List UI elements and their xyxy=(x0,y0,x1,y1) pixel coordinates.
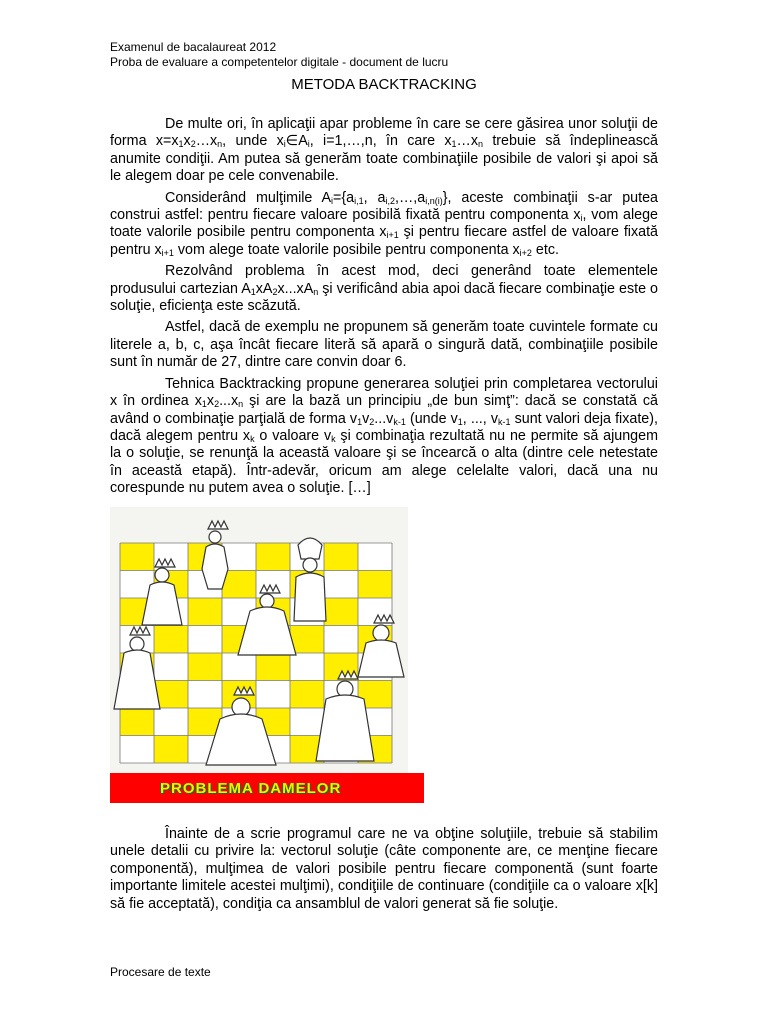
board-square xyxy=(120,708,154,736)
board-square xyxy=(222,653,256,681)
paragraph-1: De multe ori, în aplicaţii apar probleme în care se cere găsirea unor soluţii de forma $x=x_1x_2\dots x_n$, unde $x_i\in A_i$, i=1,…,n, în care $x_1\dots x_n$ trebuie să îndeplinească anumite condiţii. Am putea să generăm toate combinaţiile posibile de valori şi apoi să le alegem doar pe cele convenabile. xyxy=(110,116,658,185)
board-square xyxy=(358,543,392,571)
board-square xyxy=(256,681,290,709)
board-square xyxy=(222,571,256,599)
paragraph-6: Înainte de a scrie programul care ne va obţine soluţiile, trebuie să stabilim unele detalii cu privire la: vectorul soluţie (câte componente are, ce menţine fiecare componentă), mulţimea de valori posibile pentru fiecare componentă (sunt foarte importante limitele acestei mulţimi), condiţiile de continuare (condiţiile ca o valoare x[k] să fie acceptată), condiţia ca ansamblul de valori generat să fie soluţie. xyxy=(110,826,658,912)
board-square xyxy=(154,626,188,654)
board-square xyxy=(358,571,392,599)
chessboard-drawing xyxy=(110,507,408,773)
header-line-1: Examenul de bacalaureat 2012 xyxy=(110,40,277,54)
queen-figure xyxy=(202,521,228,589)
board-square xyxy=(120,736,154,764)
board-square xyxy=(290,653,324,681)
board-square xyxy=(154,736,188,764)
board-square xyxy=(256,543,290,571)
board-square xyxy=(324,543,358,571)
paragraph-2: Considerând mulţimile $A_i=\{a_{i,1}$, $a_{i,2},\dots,a_{i,n(i)}$}, aceste combinaţii s-ar putea construi astfel: pentru fiecare valoare posibilă fixată pentru componenta $x_i$, vom alege toate valorile posibile pentru componenta $x_{i+1}$ şi pentru fiecare astfel de valoare fixată pentru $x_{i+1}$ vom alege toate valorile posibile pentru componenta $x_{i+2}$ etc. xyxy=(110,189,659,258)
board-square xyxy=(154,708,188,736)
paragraph-5: Tehnica Backtracking propune generarea soluţiei prin completarea vectorului x în ordinea $x_1x_2...x_n$ şi are la bază un principiu „de bun simţ”: dacă se constată că având o combinaţie parţială de forma $v_1v_2...v_{k-1}$ (unde $v_1$, ..., $v_{k-1}$ sunt valori deja fixate), dacă alegem pentru $x_k$ o valoare $v_k$ şi combinaţia rezultată nu ne permite să ajungem la o soluţie, se renunţă la această valoare şi se încearcă o alta (dintre cele netestate în această etapă). Într-adevăr, oricum am alege celelalte valori, dacă una nu corespunde nu putem avea o soluţie. […] xyxy=(110,375,658,497)
intro-section xyxy=(110,116,658,502)
board-square xyxy=(256,571,290,599)
board-square xyxy=(188,653,222,681)
closing-section xyxy=(110,826,658,917)
paragraph-4: Astfel, dacă de exemplu ne propunem să generăm toate cuvintele formate cu literele a, b, c, aşa încât fiecare literă să apară o singură dată, combinaţiile posibile sunt în număr de 27, dintre care convin doar 6. xyxy=(110,319,658,371)
board-square xyxy=(290,681,324,709)
board-square xyxy=(120,543,154,571)
document-header xyxy=(110,40,448,70)
paragraph-3: Rezolvând problema în acest mod, deci generând toate elementele produsului cartezian $A_1xA_2x...xA_n$ şi verificând abia apoi dacă fiecare combinaţie este o soluţie, eficienţa este scăzută. xyxy=(110,263,658,315)
queens-chessboard-illustration xyxy=(110,507,408,773)
board-square xyxy=(324,598,358,626)
page-title: METODA BACKTRACKING xyxy=(291,76,477,93)
header-line-2: Proba de evaluare a competentelor digitale - document de lucru xyxy=(110,55,449,69)
illustration-caption-banner: PROBLEMA DAMELOR xyxy=(110,773,424,803)
queen-figure xyxy=(294,538,326,621)
board-square xyxy=(154,653,188,681)
page-footer: Procesare de texte xyxy=(110,965,211,979)
board-square xyxy=(256,653,290,681)
board-square xyxy=(324,571,358,599)
board-square xyxy=(188,626,222,654)
board-square xyxy=(290,708,324,736)
board-square xyxy=(324,626,358,654)
board-square xyxy=(290,626,324,654)
board-square xyxy=(188,681,222,709)
board-square xyxy=(188,598,222,626)
